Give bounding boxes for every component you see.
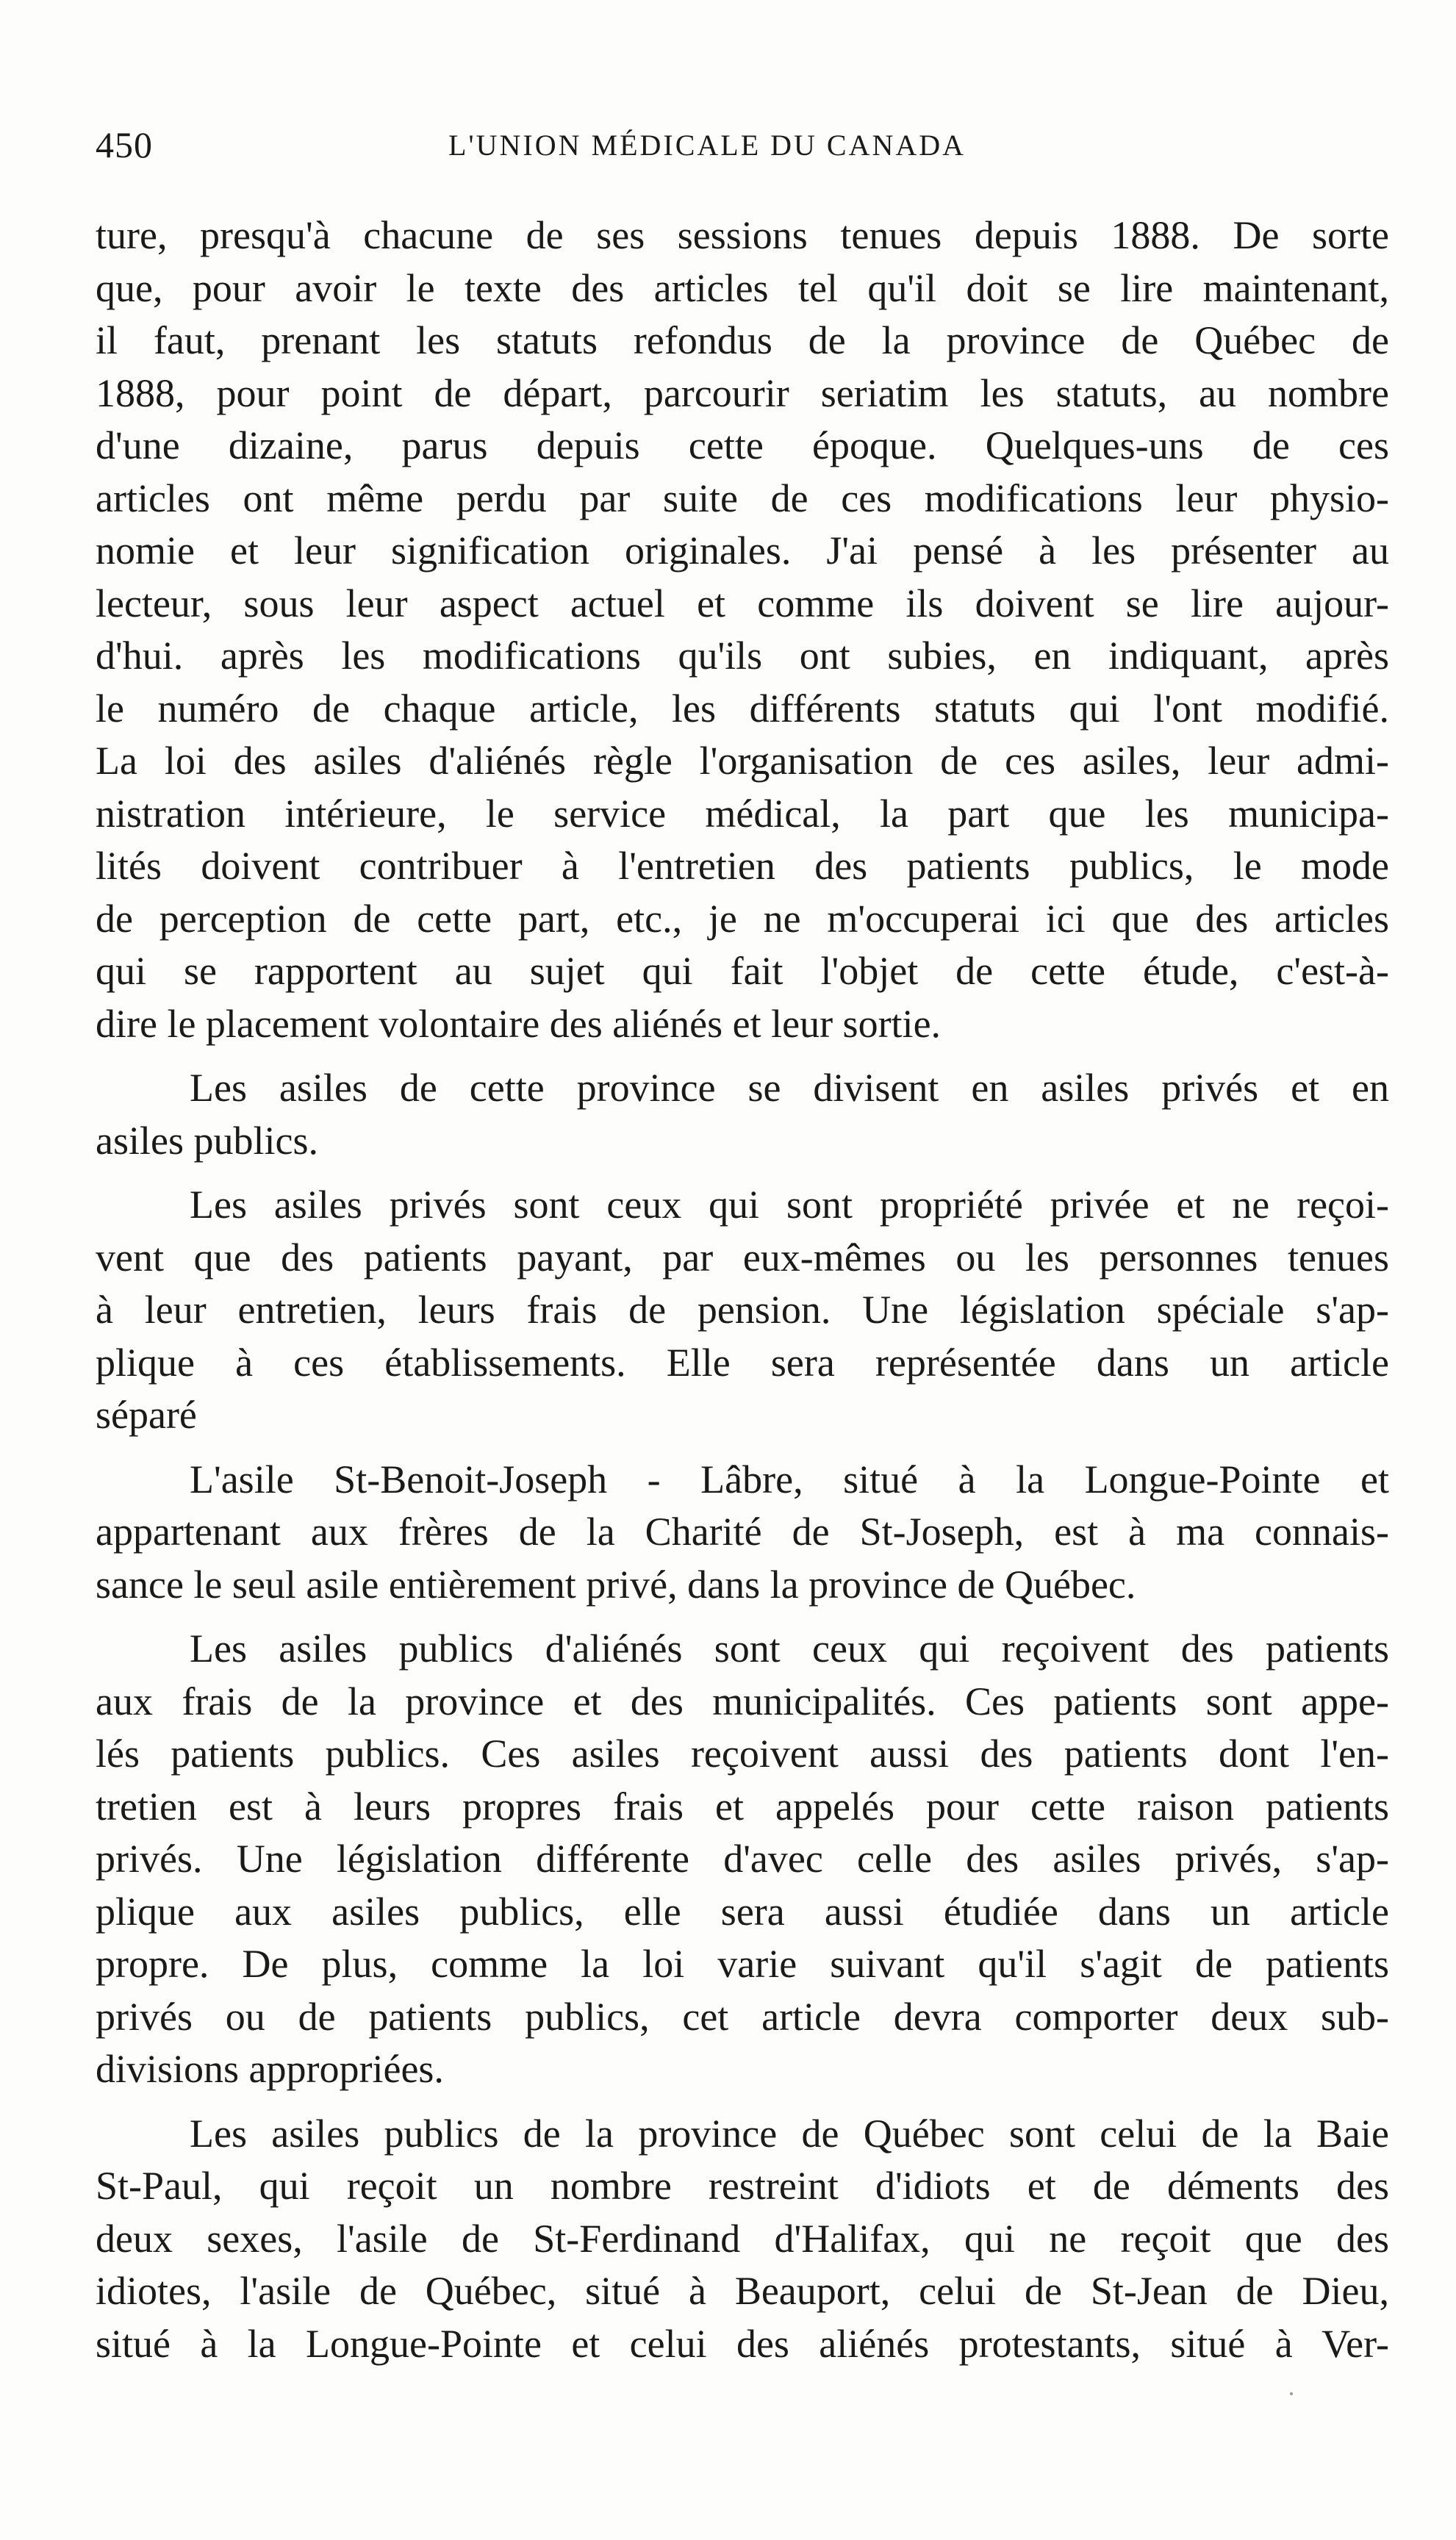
text-line: privés. Une législation différente d'avec celle des asiles privés, s'ap- bbox=[96, 1837, 1389, 1881]
text-line: lités doivent contribuer à l'entretien des patients publics, le mode bbox=[96, 844, 1389, 888]
text-line: il faut, prenant les statuts refondus de la province de Québec de bbox=[96, 318, 1389, 362]
running-head bbox=[96, 123, 1360, 175]
text-line: deux sexes, l'asile de St-Ferdinand d'Halifax, qui ne reçoit que des bbox=[96, 2216, 1389, 2261]
text-line: asiles publics. bbox=[96, 1118, 318, 1163]
text-line: de perception de cette part, etc., je ne m'occuperai ici que des articles bbox=[96, 896, 1389, 941]
text-line: lés patients publics. Ces asiles reçoivent aussi des patients dont l'en- bbox=[96, 1732, 1389, 1776]
paragraph-1 bbox=[96, 209, 1389, 1050]
text-line: La loi des asiles d'aliénés règle l'organisation de ces asiles, leur admi- bbox=[96, 739, 1389, 783]
text-line: dire le placement volontaire des aliénés et leur sortie. bbox=[96, 1001, 942, 1046]
text-line: tretien est à leurs propres frais et appelés pour cette raison patients bbox=[96, 1784, 1389, 1829]
text-line: qui se rapportent au sujet qui fait l'objet de cette étude, c'est-à- bbox=[96, 949, 1389, 993]
text-line: appartenant aux frères de la Charité de St-Joseph, est à ma connais- bbox=[96, 1510, 1389, 1554]
text-line: nistration intérieure, le service médical, la part que les municipa- bbox=[96, 791, 1389, 836]
paragraph-3 bbox=[96, 1179, 1389, 1442]
paragraph-2 bbox=[96, 1062, 1389, 1167]
text-line: idiotes, l'asile de Québec, situé à Beauport, celui de St-Jean de Dieu, bbox=[96, 2269, 1389, 2313]
text-line: Les asiles publics de la province de Québec sont celui de la Baie bbox=[190, 2111, 1389, 2156]
text-line: vent que des patients payant, par eux-mêmes ou les personnes tenues bbox=[96, 1235, 1389, 1280]
ink-speck bbox=[1290, 2392, 1293, 2395]
text-line: sance le seul asile entièrement privé, dans la province de Québec. bbox=[96, 1562, 1136, 1607]
text-line: 1888, pour point de départ, parcourir seriatim les statuts, au nombre bbox=[96, 370, 1389, 415]
text-line: lecteur, sous leur aspect actuel et comme ils doivent se lire aujour- bbox=[96, 581, 1389, 625]
text-line: privés ou de patients publics, cet article devra comporter deux sub- bbox=[96, 1994, 1389, 2039]
journal-title: L'UNION MÉDICALE DU CANADA bbox=[448, 129, 967, 162]
text-line: que, pour avoir le texte des articles tel qu'il doit se lire maintenant, bbox=[96, 265, 1389, 310]
text-line: nomie et leur signification originales. J'ai pensé à les présenter au bbox=[96, 528, 1389, 573]
text-line: d'une dizaine, parus depuis cette époque. Quelques-uns de ces bbox=[96, 423, 1389, 467]
page-number: 450 bbox=[96, 124, 153, 165]
paragraph-4 bbox=[96, 1454, 1389, 1612]
text-line: situé à la Longue-Pointe et celui des aliénés protestants, situé à Ver- bbox=[96, 2321, 1389, 2366]
text-line: d'hui. après les modifications qu'ils ont subies, en indiquant, après bbox=[96, 634, 1389, 678]
text-line: le numéro de chaque article, les différents statuts qui l'ont modifié. bbox=[96, 686, 1389, 731]
text-line: St-Paul, qui reçoit un nombre restreint d'idiots et de déments des bbox=[96, 2164, 1389, 2208]
text-line: propre. De plus, comme la loi varie suivant qu'il s'agit de patients bbox=[96, 1942, 1389, 1986]
text-line: articles ont même perdu par suite de ces modifications leur physio- bbox=[96, 476, 1389, 520]
text-line: L'asile St-Benoit-Joseph - Lâbre, situé à la Longue-Pointe et bbox=[190, 1457, 1389, 1502]
paragraph-6 bbox=[96, 2108, 1389, 2371]
text-line: plique à ces établissements. Elle sera représentée dans un article bbox=[96, 1340, 1389, 1385]
body-text bbox=[96, 209, 1389, 2382]
paragraph-5 bbox=[96, 1623, 1389, 2096]
text-line: Les asiles de cette province se divisent en asiles privés et en bbox=[190, 1066, 1389, 1110]
text-line: à leur entretien, leurs frais de pension. Une législation spéciale s'ap- bbox=[96, 1288, 1389, 1332]
text-line: Les asiles privés sont ceux qui sont propriété privée et ne reçoi- bbox=[190, 1183, 1389, 1227]
text-line: divisions appropriées. bbox=[96, 2047, 444, 2091]
text-line: Les asiles publics d'aliénés sont ceux qui reçoivent des patients bbox=[190, 1626, 1389, 1671]
text-line: séparé bbox=[96, 1393, 197, 1437]
text-line: plique aux asiles publics, elle sera aussi étudiée dans un article bbox=[96, 1889, 1389, 1934]
text-line: aux frais de la province et des municipalités. Ces patients sont appe- bbox=[96, 1679, 1389, 1723]
text-line: ture, presqu'à chacune de ses sessions tenues depuis 1888. De sorte bbox=[96, 213, 1389, 257]
